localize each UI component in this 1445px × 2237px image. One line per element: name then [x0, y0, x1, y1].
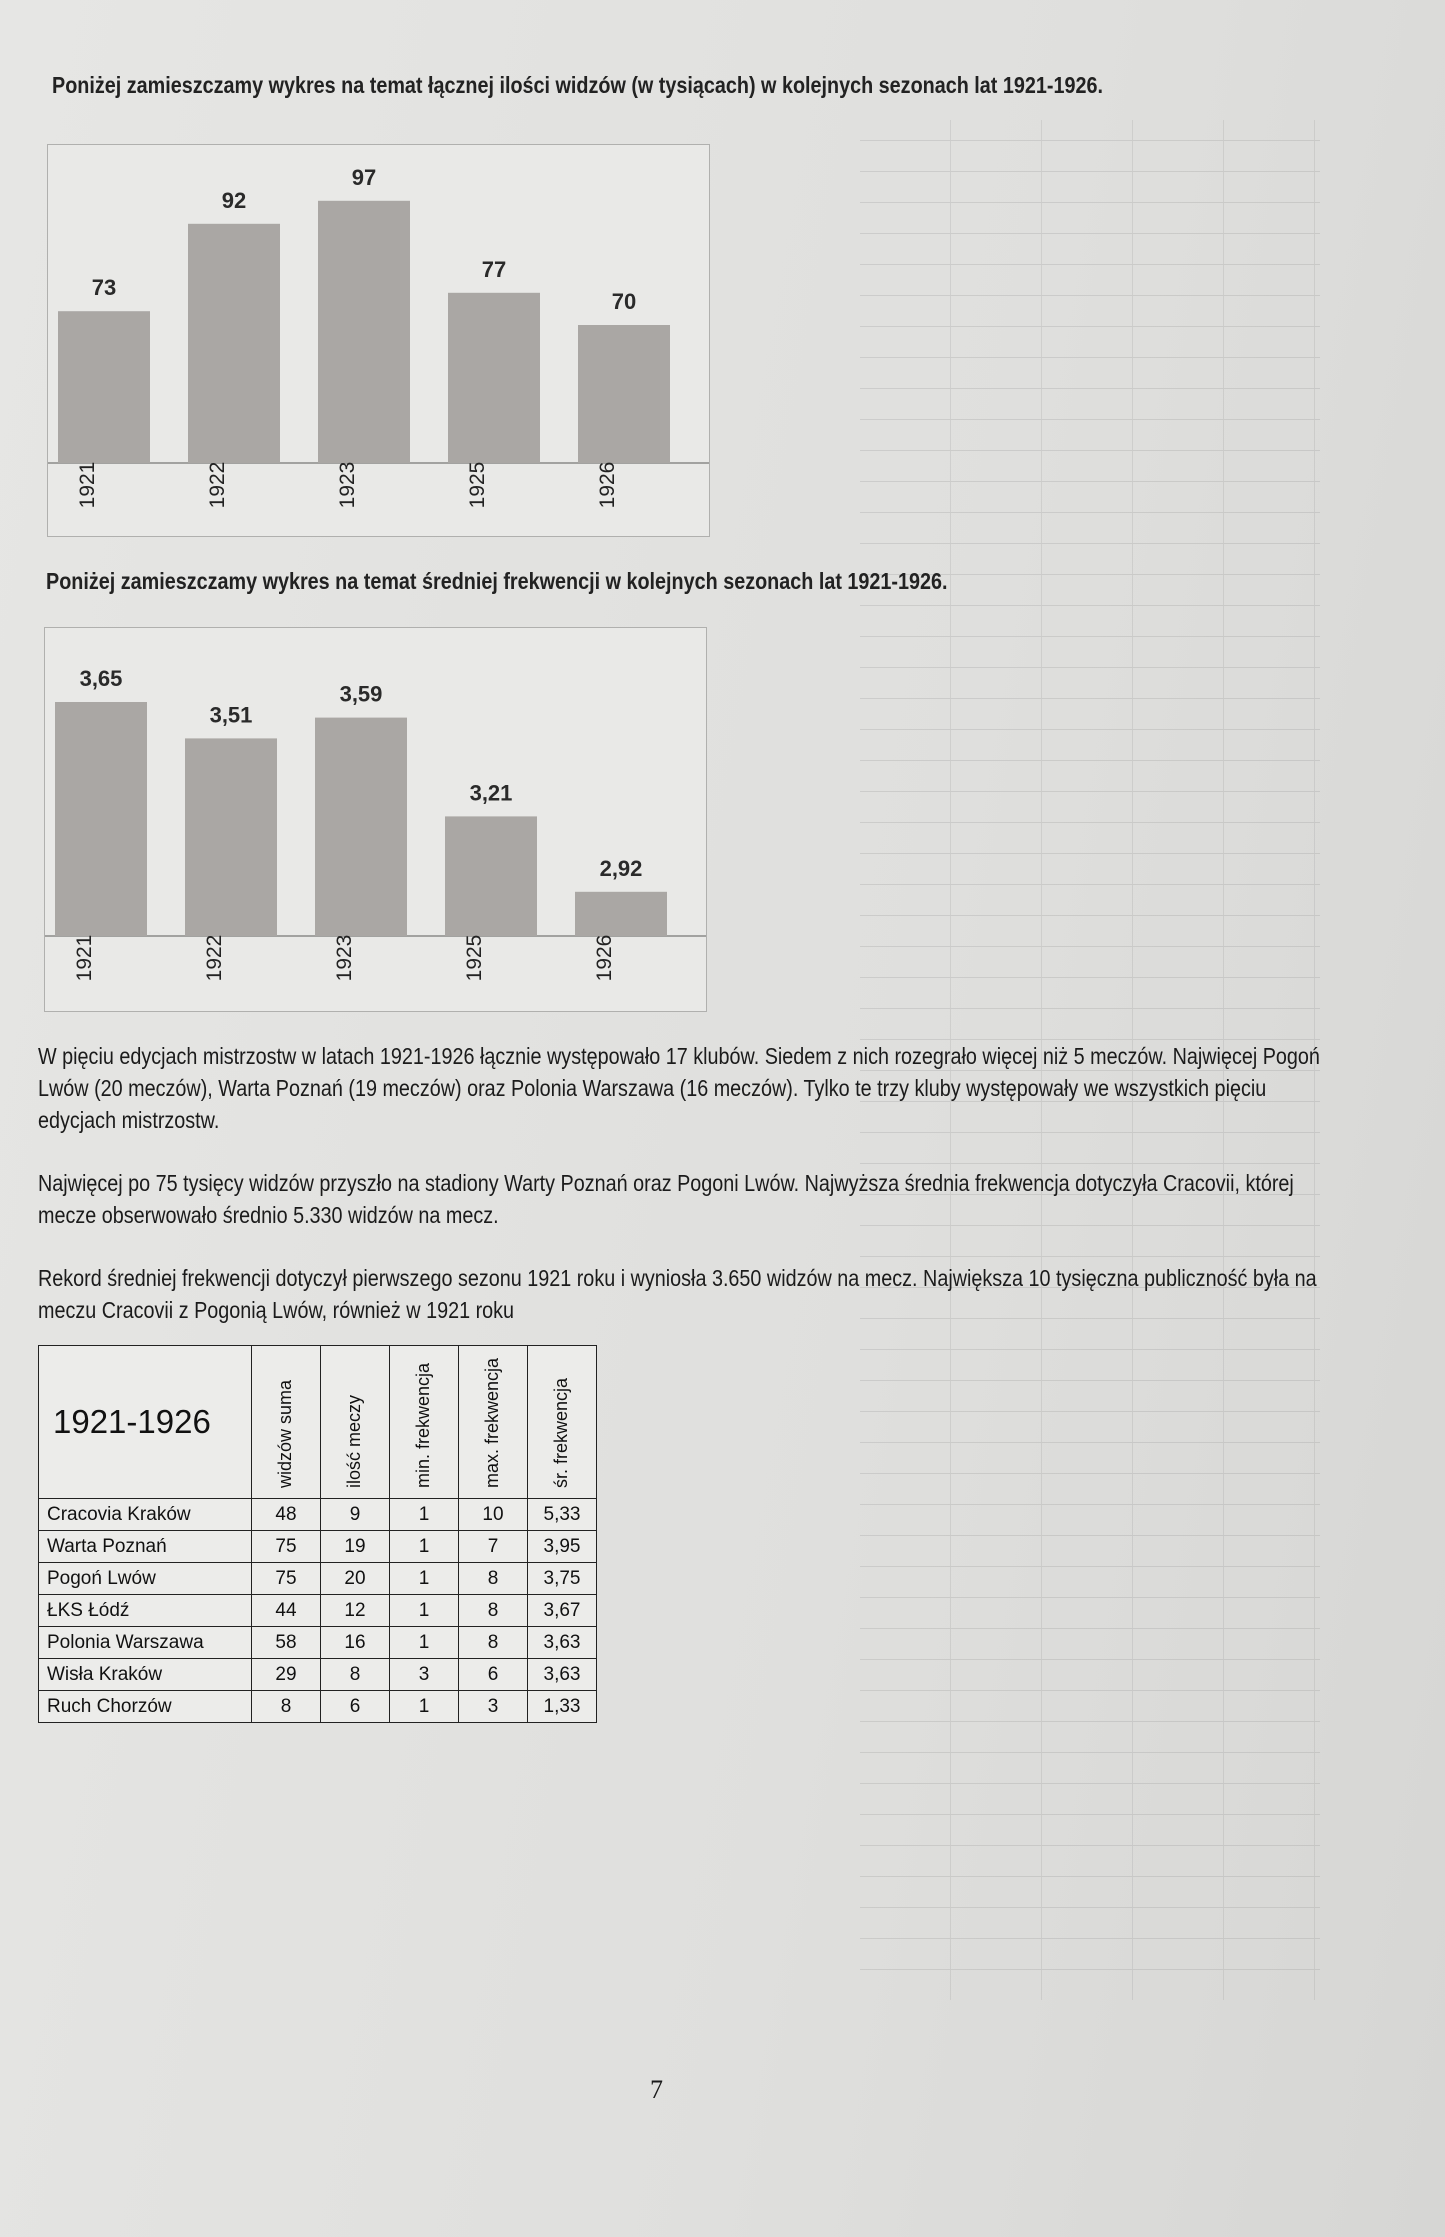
tick-label-1921: 1921	[73, 934, 96, 982]
table-cell: 7	[459, 1531, 528, 1563]
chart-average-attendance-svg	[45, 628, 706, 1011]
table-cell: 3,63	[528, 1659, 597, 1691]
bar-1925	[445, 816, 537, 936]
table-cell: 48	[252, 1499, 321, 1531]
table-cell: 8	[252, 1691, 321, 1723]
table-cell: 8	[321, 1659, 390, 1691]
bar-1926	[578, 325, 670, 463]
table-cell: 3,95	[528, 1531, 597, 1563]
data-label-1926: 70	[611, 289, 637, 314]
data-label-1922: 92	[221, 187, 247, 213]
club-name-cell: ŁKS Łódź	[39, 1595, 252, 1627]
club-name-cell: Cracovia Kraków	[39, 1499, 252, 1531]
table-cell: 1	[390, 1627, 459, 1659]
tick-label-1923: 1923	[333, 934, 356, 982]
table-cell: 1	[390, 1563, 459, 1595]
chart-total-spectators-svg	[48, 145, 709, 536]
table-cell: 3,63	[528, 1627, 597, 1659]
chart1-caption: Poniżej zamieszczamy wykres na temat łącznej ilości widzów (w tysiącach) w kolejnych sezonach lat 1921-1926.	[52, 72, 1103, 98]
data-label-1925: 3,21	[469, 780, 513, 806]
tick-label-1922: 1922	[203, 934, 226, 982]
table-cell: 58	[252, 1627, 321, 1659]
tick-label-1923: 1923	[336, 461, 359, 509]
table-cell: 1	[390, 1499, 459, 1531]
header-min-attendance: min. frekwencja	[390, 1346, 459, 1499]
table-cell: 8	[459, 1563, 528, 1595]
paragraph-record-text: Rekord średniej frekwencji dotyczył pierwszego sezonu 1921 roku i wyniosła 3.650 widzów na mecz. Największa 10 tysięczna publiczność była na meczu Cracovii z Pogonią Lwów, również w 1921 roku	[38, 1265, 1317, 1323]
data-label-1921: 3,65	[79, 666, 123, 691]
table-cell: 19	[321, 1531, 390, 1563]
table-cell: 29	[252, 1659, 321, 1691]
bar-1922	[185, 738, 277, 936]
bar-1923	[315, 718, 407, 936]
bar-1923	[318, 201, 410, 463]
bar-1925	[448, 293, 540, 463]
data-label-1921: 73	[91, 275, 117, 301]
header-avg-attendance: śr. frekwencja	[528, 1346, 597, 1499]
tick-label-1922: 1922	[206, 461, 229, 509]
header-match-count: ilość meczy	[321, 1346, 390, 1499]
table-row	[39, 1595, 597, 1627]
bar-1922	[188, 224, 280, 463]
bar-1926	[575, 892, 667, 936]
tick-label-1925: 1925	[466, 461, 489, 509]
table-header-row	[39, 1346, 597, 1499]
paragraph-top-spectators	[38, 1167, 1345, 1231]
paragraph-top-spectators-text: Najwięcej po 75 tysięcy widzów przyszło na stadiony Warty Poznań oraz Pogoni Lwów. Najwyższa średnia frekwencja dotyczyła Cracovii, której mecze obserwowało średnio 5.330 widzów na mecz.	[38, 1170, 1294, 1228]
table-cell: 9	[321, 1499, 390, 1531]
tick-label-1926: 1926	[593, 934, 616, 982]
table-cell: 12	[321, 1595, 390, 1627]
table-cell: 3	[390, 1659, 459, 1691]
table-cell: 1	[390, 1595, 459, 1627]
club-name-cell: Warta Poznań	[39, 1531, 252, 1563]
table-row	[39, 1499, 597, 1531]
data-label-1923: 3,59	[339, 681, 383, 707]
bar-1921	[58, 311, 150, 463]
chart-total-spectators	[47, 144, 710, 537]
club-name-cell: Polonia Warszawa	[39, 1627, 252, 1659]
table-row	[39, 1563, 597, 1595]
club-name-cell: Wisła Kraków	[39, 1659, 252, 1691]
table-cell: 6	[459, 1659, 528, 1691]
tick-label-1926: 1926	[596, 461, 619, 509]
table-cell: 1,33	[528, 1691, 597, 1723]
table-cell: 3	[459, 1691, 528, 1723]
table-cell: 1	[390, 1691, 459, 1723]
bar-1921	[55, 702, 147, 936]
table-row	[39, 1691, 597, 1723]
table-row	[39, 1531, 597, 1563]
paragraph-clubs	[38, 1040, 1345, 1136]
page-number: 7	[650, 2075, 663, 2104]
table-title: 1921-1926	[39, 1346, 252, 1499]
table-cell: 75	[252, 1531, 321, 1563]
table-cell: 1	[390, 1531, 459, 1563]
tick-label-1921: 1921	[76, 461, 99, 509]
header-total-spectators: widzów suma	[252, 1346, 321, 1499]
table-cell: 6	[321, 1691, 390, 1723]
paragraph-record	[38, 1262, 1345, 1326]
tick-label-1925: 1925	[463, 934, 486, 982]
table-cell: 3,75	[528, 1563, 597, 1595]
data-label-1923: 97	[351, 164, 377, 190]
paragraph-clubs-text: W pięciu edycjach mistrzostw w latach 1921-1926 łącznie występowało 17 klubów. Siedem z nich rozegrało więcej niż 5 meczów. Najwięcej Pogoń Lwów (20 meczów), Warta Poznań (19 meczów) oraz Polonia Warszawa (16 meczów). Tylko te trzy kluby występowały we wszystkich pięciu edycjach mistrzostw.	[38, 1043, 1320, 1133]
table-cell: 3,67	[528, 1595, 597, 1627]
table-cell: 5,33	[528, 1499, 597, 1531]
header-max-attendance: max. frekwencja	[459, 1346, 528, 1499]
table-cell: 16	[321, 1627, 390, 1659]
table-body	[39, 1499, 597, 1723]
chart2-caption: Poniżej zamieszczamy wykres na temat średniej frekwencji w kolejnych sezonach lat 1921-1926.	[46, 568, 948, 594]
table-row	[39, 1627, 597, 1659]
club-stats-table	[38, 1345, 597, 1723]
table-cell: 8	[459, 1595, 528, 1627]
table-cell: 20	[321, 1563, 390, 1595]
club-name-cell: Ruch Chorzów	[39, 1691, 252, 1723]
table-cell: 8	[459, 1627, 528, 1659]
table-cell: 10	[459, 1499, 528, 1531]
data-label-1926: 2,92	[599, 855, 643, 881]
table-row	[39, 1659, 597, 1691]
club-name-cell: Pogoń Lwów	[39, 1563, 252, 1595]
table-cell: 75	[252, 1563, 321, 1595]
chart-average-attendance	[44, 627, 707, 1012]
data-label-1922: 3,51	[209, 702, 253, 728]
table-cell: 44	[252, 1595, 321, 1627]
data-label-1925: 77	[481, 256, 507, 282]
